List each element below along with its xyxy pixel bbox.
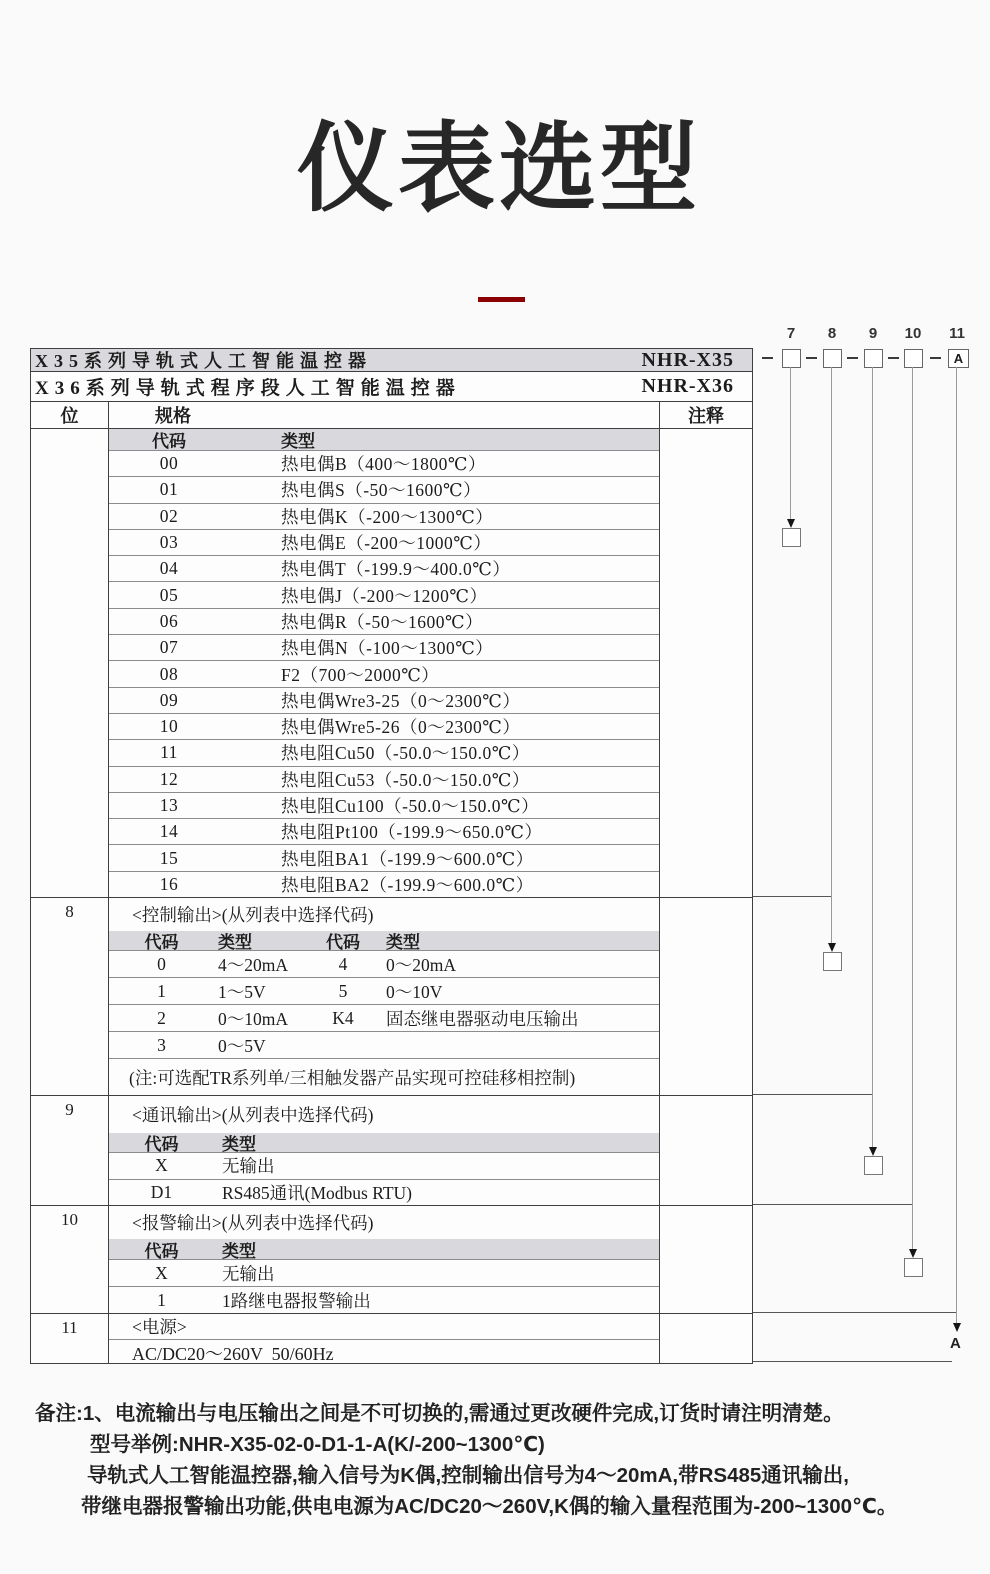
- control-type: 固态继电器驱动电压输出: [386, 1008, 579, 1029]
- series-name: X36系列导轨式程序段人工智能温控器: [35, 378, 461, 399]
- sensor-code: 09: [159, 689, 179, 710]
- comm-type: 无输出: [222, 1156, 275, 1177]
- sensor-code: 07: [159, 637, 179, 658]
- pointer-line-7: [790, 367, 791, 519]
- section-title: <通讯输出>(从列表中选择代码): [132, 1105, 374, 1125]
- remark-line-2: 型号举例:NHR-X35-02-0-D1-1-A(K/-200~1300℃): [90, 1433, 545, 1456]
- position-cell: 11: [31, 1314, 109, 1363]
- sensor-code: 03: [159, 532, 179, 553]
- alarm-code: X: [155, 1262, 168, 1283]
- remark-line-3: 导轨式人工智能温控器,输入信号为K偶,控制输出信号为4～20mA,带RS485通讯输出,: [87, 1464, 850, 1487]
- position-cell: [31, 429, 109, 897]
- connector-line-11: [753, 1312, 956, 1313]
- note-cell: [659, 898, 752, 1095]
- column-header-row: [31, 401, 752, 428]
- target-box-10: [904, 1258, 923, 1277]
- sensor-type: F2（700～2000℃）: [281, 664, 440, 685]
- note-cell: [659, 1206, 752, 1313]
- sensor-code: 12: [159, 768, 179, 789]
- comm-row: [109, 1179, 659, 1206]
- control-note: (注:可选配TR系列单/三相触发器产品实现可控硅移相控制): [109, 1058, 659, 1095]
- code-dash: [888, 357, 899, 359]
- comm-code: D1: [150, 1181, 173, 1202]
- sensor-type: 热电阻Cu53（-50.0～150.0℃）: [281, 769, 530, 790]
- code-box-10: [904, 349, 923, 368]
- end-marker-a: A: [950, 1335, 961, 1352]
- connector-line-10: [753, 1204, 912, 1205]
- sensor-row: [109, 687, 659, 713]
- sensor-code: 05: [159, 584, 179, 605]
- sensor-type: 热电偶N（-100～1300℃）: [281, 638, 494, 659]
- sensor-type: 热电偶K（-200～1300℃）: [281, 506, 494, 527]
- code-header: 代码: [144, 1135, 179, 1154]
- sensor-type: 热电阻BA1（-199.9～600.0℃）: [281, 848, 534, 869]
- sensor-type: 热电阻Cu100（-50.0～150.0℃）: [281, 796, 540, 816]
- selection-table: [30, 348, 753, 1364]
- model-code: NHR-X35: [641, 348, 734, 371]
- series-row-x36: [31, 371, 752, 401]
- sensor-type: 热电偶Wre3-25（0～2300℃）: [281, 690, 521, 711]
- sensor-row: [109, 739, 659, 765]
- connector-line-9: [753, 1094, 872, 1095]
- type-header: 类型: [386, 933, 420, 952]
- target-box-9: [864, 1156, 883, 1175]
- sensor-row: [109, 476, 659, 502]
- remark-line-4: 带继电器报警输出功能,供电电源为AC/DC20～260V,K偶的输入量程范围为-200~1300℃。: [81, 1495, 898, 1518]
- sensor-code: 11: [160, 742, 178, 763]
- alarm-row: [109, 1259, 659, 1286]
- sensor-row: [109, 581, 659, 607]
- code-box-11-fixed-a: A: [948, 349, 969, 368]
- control-type: 0～10V: [386, 981, 443, 1002]
- arrow-down-icon: [828, 943, 836, 952]
- arrow-down-icon: [869, 1147, 877, 1156]
- sensor-type: 热电偶E（-200～1000℃）: [281, 533, 492, 554]
- sensor-row: [109, 555, 659, 581]
- sensor-row: [109, 529, 659, 555]
- position-cell: 8: [31, 898, 109, 1095]
- digit-label-8: 8: [827, 325, 837, 342]
- sensor-type: 热电阻BA2（-199.9～600.0℃）: [281, 874, 534, 895]
- type-header: 类型: [222, 1135, 256, 1154]
- power-value: AC/DC20～260V 50/60Hz: [109, 1339, 659, 1366]
- control-type: 0～5V: [218, 1035, 266, 1056]
- sensor-type: 热电偶J（-200～1200℃）: [281, 585, 488, 606]
- control-subheader: [109, 931, 659, 950]
- sensor-row: [109, 871, 659, 897]
- position-cell: 9: [31, 1096, 109, 1205]
- sensor-row: [109, 634, 659, 660]
- note-cell: [659, 1096, 752, 1205]
- digit-label-7: 7: [786, 325, 796, 342]
- note-cell: [659, 1314, 752, 1363]
- column-header-position: 位: [31, 402, 109, 428]
- sensor-subheader: [109, 429, 659, 450]
- page-title: 仪表选型: [297, 114, 701, 223]
- control-type: 4～20mA: [218, 954, 288, 975]
- digit-label-9: 9: [868, 325, 878, 342]
- series-name: X35系列导轨式人工智能温控器: [35, 351, 372, 371]
- sensor-row: [109, 818, 659, 844]
- section-title: <电源>: [132, 1317, 187, 1337]
- alarm-row: [109, 1286, 659, 1313]
- control-type: 0～20mA: [386, 954, 456, 975]
- column-header-note: 注释: [659, 402, 752, 428]
- control-row: [109, 1004, 659, 1031]
- type-header: 类型: [222, 1241, 256, 1261]
- alarm-code: 1: [157, 1289, 166, 1310]
- sensor-row: [109, 450, 659, 476]
- sensor-row: [109, 660, 659, 686]
- control-code: 1: [157, 980, 166, 1001]
- section-control-output: [31, 897, 752, 1095]
- sensor-code: 00: [159, 453, 179, 474]
- comm-row: [109, 1152, 659, 1179]
- arrow-down-icon: [909, 1249, 917, 1258]
- remark-line-1: 备注:1、电流输出与电压输出之间是不可切换的,需通过更改硬件完成,订货时请注明清楚。: [35, 1402, 844, 1425]
- remarks-block: [35, 1398, 965, 1522]
- sensor-row: [109, 713, 659, 739]
- code-box-7: [782, 349, 801, 368]
- section-comm-output: [31, 1095, 752, 1205]
- code-dash: [930, 357, 941, 359]
- pointer-line-9: [872, 367, 873, 1147]
- target-box-7: [782, 528, 801, 547]
- arrow-down-icon: [787, 519, 795, 528]
- sensor-type: 热电阻Cu50（-50.0～150.0℃）: [281, 743, 530, 764]
- alarm-type: 无输出: [222, 1263, 275, 1284]
- sensor-code: 15: [159, 847, 179, 868]
- sensor-row: [109, 766, 659, 792]
- note-cell: [659, 429, 752, 897]
- section-title: <报警输出>(从列表中选择代码): [132, 1213, 374, 1233]
- control-type: 0～10mA: [218, 1008, 288, 1029]
- sensor-row: [109, 844, 659, 870]
- target-box-8: [823, 952, 842, 971]
- digit-label-10: 10: [904, 325, 922, 342]
- sensor-code: 08: [159, 663, 179, 684]
- title-accent-dash: [478, 297, 525, 302]
- control-row: [109, 1031, 659, 1058]
- sensor-code: 02: [159, 505, 179, 526]
- sensor-row: [109, 503, 659, 529]
- code-header: 代码: [326, 933, 360, 952]
- section-alarm-output: [31, 1205, 752, 1313]
- alarm-type: 1路继电器报警输出: [222, 1290, 371, 1311]
- sensor-code: 16: [159, 873, 179, 894]
- comm-subheader: [109, 1133, 659, 1152]
- control-code: 4: [338, 953, 348, 974]
- code-dash: [762, 357, 773, 359]
- code-dash: [806, 357, 817, 359]
- control-code: 3: [157, 1034, 166, 1055]
- digit-label-11: 11: [949, 325, 965, 342]
- code-dash: [847, 357, 858, 359]
- sensor-type: 热电偶T（-199.9～400.0℃）: [281, 559, 511, 580]
- model-code: NHR-X36: [641, 375, 734, 397]
- sensor-code: 10: [159, 716, 179, 737]
- sensor-type: 热电阻Pt100（-199.9～650.0℃）: [281, 822, 543, 843]
- control-code: 5: [338, 980, 348, 1001]
- control-row: [109, 977, 659, 1004]
- sensor-type: 热电偶R（-50～1600℃）: [281, 611, 484, 632]
- bottom-border-extension: [753, 1361, 952, 1362]
- pointer-line-11: [956, 367, 957, 1323]
- pointer-line-10: [912, 367, 913, 1249]
- column-header-spec: 规格: [155, 406, 191, 426]
- comm-type: RS485通讯(Modbus RTU): [222, 1182, 413, 1203]
- sensor-type: 热电偶S（-50～1600℃）: [281, 480, 482, 501]
- code-header: 代码: [152, 432, 186, 451]
- type-header: 类型: [281, 432, 315, 451]
- series-row-x35: [31, 349, 752, 371]
- code-header: 代码: [144, 1241, 179, 1261]
- control-code: 0: [157, 953, 166, 974]
- sensor-code: 01: [159, 479, 179, 500]
- pointer-line-8: [831, 367, 832, 943]
- section-sensor-input: [31, 428, 752, 897]
- code-header: 代码: [144, 933, 179, 952]
- position-cell: 10: [31, 1206, 109, 1313]
- arrow-down-icon: [953, 1323, 961, 1332]
- sensor-code: 06: [159, 610, 179, 631]
- comm-code: X: [155, 1155, 168, 1176]
- sensor-row: [109, 792, 659, 818]
- control-type: 1～5V: [218, 981, 266, 1002]
- sensor-code: 04: [159, 558, 179, 579]
- control-code: K4: [332, 1007, 354, 1028]
- sensor-code: 13: [159, 795, 179, 815]
- type-header: 类型: [218, 933, 252, 952]
- sensor-type: 热电偶Wre5-26（0～2300℃）: [281, 717, 521, 738]
- code-box-8: [823, 349, 842, 368]
- section-title: <控制输出>(从列表中选择代码): [132, 905, 374, 925]
- control-code: 2: [157, 1007, 166, 1028]
- code-box-9: [864, 349, 883, 368]
- sensor-row: [109, 608, 659, 634]
- control-row: [109, 950, 659, 977]
- sensor-type: 热电偶B（400～1800℃）: [281, 454, 486, 475]
- section-power: [31, 1313, 752, 1363]
- sensor-code: 14: [159, 821, 179, 842]
- connector-line-8: [753, 896, 831, 897]
- alarm-subheader: [109, 1239, 659, 1259]
